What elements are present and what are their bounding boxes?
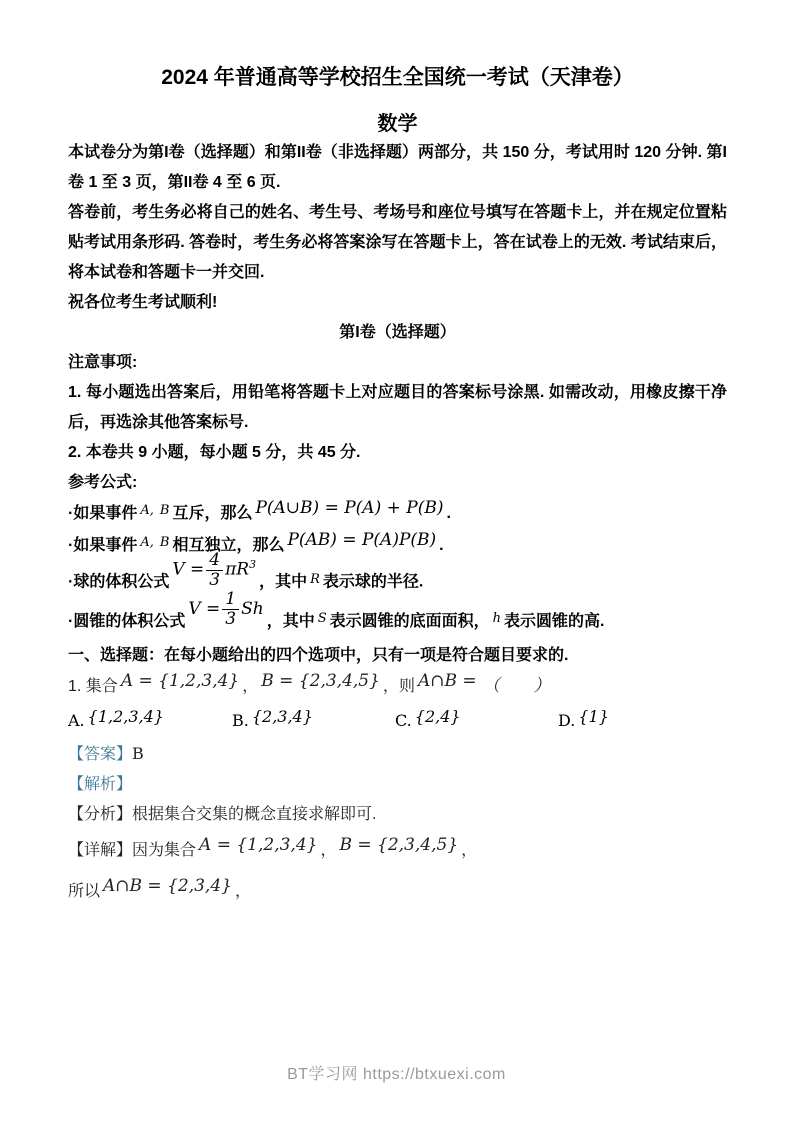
question-text: ，	[382, 677, 399, 695]
good-luck-line: 祝各位考生考试顺利!	[68, 294, 218, 311]
option-label: C.	[395, 710, 412, 730]
option-value: {1}	[578, 706, 609, 726]
formula-text: ·球的体积公式	[68, 573, 170, 591]
fraction-numerator: 1	[222, 590, 239, 610]
xiangjie-text: 因为集合	[132, 841, 197, 859]
choice-section-heading: 一、选择题：在每小题给出的四个选项中，只有一项是符合题目要求的.	[68, 646, 569, 664]
conclusion-line	[68, 871, 727, 912]
formula-text: ·如果事件	[68, 505, 138, 522]
formula-text: ，其中	[259, 573, 308, 591]
question-text: 则	[398, 677, 415, 695]
exponent: 3	[249, 558, 257, 571]
formula-text: 表示圆锥的高.	[504, 612, 605, 630]
formula-text: ·圆锥的体积公式	[68, 612, 186, 630]
math-var-S: S	[317, 610, 327, 626]
math-expression: A∩B = {2,3,4}	[103, 875, 232, 896]
formula-text: ·如果事件	[68, 537, 138, 554]
formula-independent	[68, 530, 727, 562]
fenxi-label: 【分析】	[68, 805, 133, 823]
xiangjie-text: ，	[461, 841, 478, 859]
suoyi-text: 所以	[68, 882, 101, 900]
watermark-site-link: BT学习网 https://btxuexi.com	[287, 1066, 506, 1083]
option-b	[232, 704, 395, 739]
q1-options-row	[68, 704, 727, 739]
math-set-A: A = {1,2,3,4}	[120, 670, 240, 691]
formula-text: 表示圆锥的底面面积，	[329, 612, 490, 630]
formula-text: ，其中	[266, 612, 315, 630]
fraction-denominator: 3	[225, 608, 237, 629]
math-set-B: B = {2,3,4,5}	[261, 670, 380, 691]
formula-cone-volume	[68, 588, 727, 641]
math-var-B: B	[159, 535, 170, 550]
formula-text: 表示球的半径.	[322, 573, 424, 591]
intro-paragraph-2: 答卷前，考生务必将自己的姓名、考生号、考场号和座位号填写在答题卡上，并在规定位置粘贴考试用条形码. 答卷时，考生务必将答案涂写在答题卡上，答在试卷上的无效. 考试结束后，将本试卷和答题卡一并交回.	[68, 204, 727, 281]
option-d	[558, 704, 612, 739]
option-value: {1,2,3,4}	[87, 706, 164, 726]
fraction-denominator: 3	[209, 569, 221, 590]
math-var-A: A,	[140, 503, 154, 518]
formula-text: 互斥，那么	[172, 505, 253, 522]
detail-line	[68, 830, 727, 871]
question-text: 集合	[85, 677, 118, 695]
fraction	[222, 590, 239, 629]
reference-formulas-title: 参考公式:	[68, 474, 138, 491]
math-var-B: B	[159, 503, 170, 518]
math-expression: P(AB) = P(A)P(B)	[287, 530, 437, 550]
notes-title: 注意事项:	[68, 354, 138, 371]
note-item-2: 2. 本卷共 9 小题，每小题 5 分，共 45 分.	[68, 444, 361, 461]
math-expression: A∩B =	[417, 670, 477, 691]
answer-value: B	[132, 743, 144, 763]
xiangjie-text: ，	[320, 841, 337, 859]
math-var-h: h	[492, 610, 502, 626]
doc-subtitle: 数学	[377, 113, 418, 135]
math-set-A: A = {1,2,3,4}	[199, 834, 318, 855]
section-heading-vol1: 第I卷（选择题）	[339, 324, 456, 341]
fenxi-text: 根据集合交集的概念直接求解即可.	[132, 805, 377, 823]
option-label: D.	[558, 710, 576, 730]
doc-title: 2024 年普通高等学校招生全国统一考试（天津卷）	[161, 66, 634, 89]
option-a	[68, 704, 232, 739]
intro-paragraph-1: 本试卷分为第I卷（选择题）和第II卷（非选择题）两部分，共 150 分，考试用时 120 分钟. 第I卷 1 至 3 页，第II卷 4 至 6 页.	[68, 144, 727, 191]
math-var-A: A,	[140, 535, 154, 550]
fraction-numerator: 4	[206, 551, 223, 571]
option-c	[395, 704, 558, 739]
formula-text: .	[446, 505, 451, 522]
math-expression: V = $\frac{1}{3}$ Sh	[188, 588, 264, 629]
math-expression: V = $\frac{4}{3}$ $\pi R^3$	[172, 549, 257, 590]
math-set-B: B = {2,3,4,5}	[339, 834, 459, 855]
formula-sphere-volume	[68, 549, 727, 602]
formula-text: 相互独立，那么	[172, 537, 285, 554]
answer-blank-parentheses: （ ）	[482, 675, 551, 696]
option-value: {2,4}	[414, 706, 461, 726]
option-label: B.	[232, 710, 249, 730]
fraction	[206, 551, 223, 590]
answer-label: 【答案】	[68, 745, 133, 763]
math-expression: P(A∪B) = P(A) + P(B)	[255, 498, 444, 518]
document-content	[68, 0, 727, 912]
question-number: 1.	[68, 677, 82, 695]
suoyi-text: ，	[234, 882, 251, 900]
jiexi-label: 【解析】	[68, 775, 133, 793]
formula-text: .	[439, 537, 444, 554]
answer-line	[68, 739, 727, 770]
option-value: {2,3,4}	[251, 706, 313, 726]
option-label: A.	[68, 710, 85, 730]
analysis-heading-line	[68, 770, 727, 800]
question-1	[68, 671, 727, 702]
note-item-1: 1. 每小题选出答案后，用铅笔将答题卡上对应题目的答案标号涂黑. 如需改动，用橡皮擦干净后，再选涂其他答案标号.	[68, 384, 727, 431]
math-var-R: R	[310, 571, 320, 587]
xiangjie-label: 【详解】	[68, 841, 133, 859]
question-text: ，	[242, 677, 259, 695]
